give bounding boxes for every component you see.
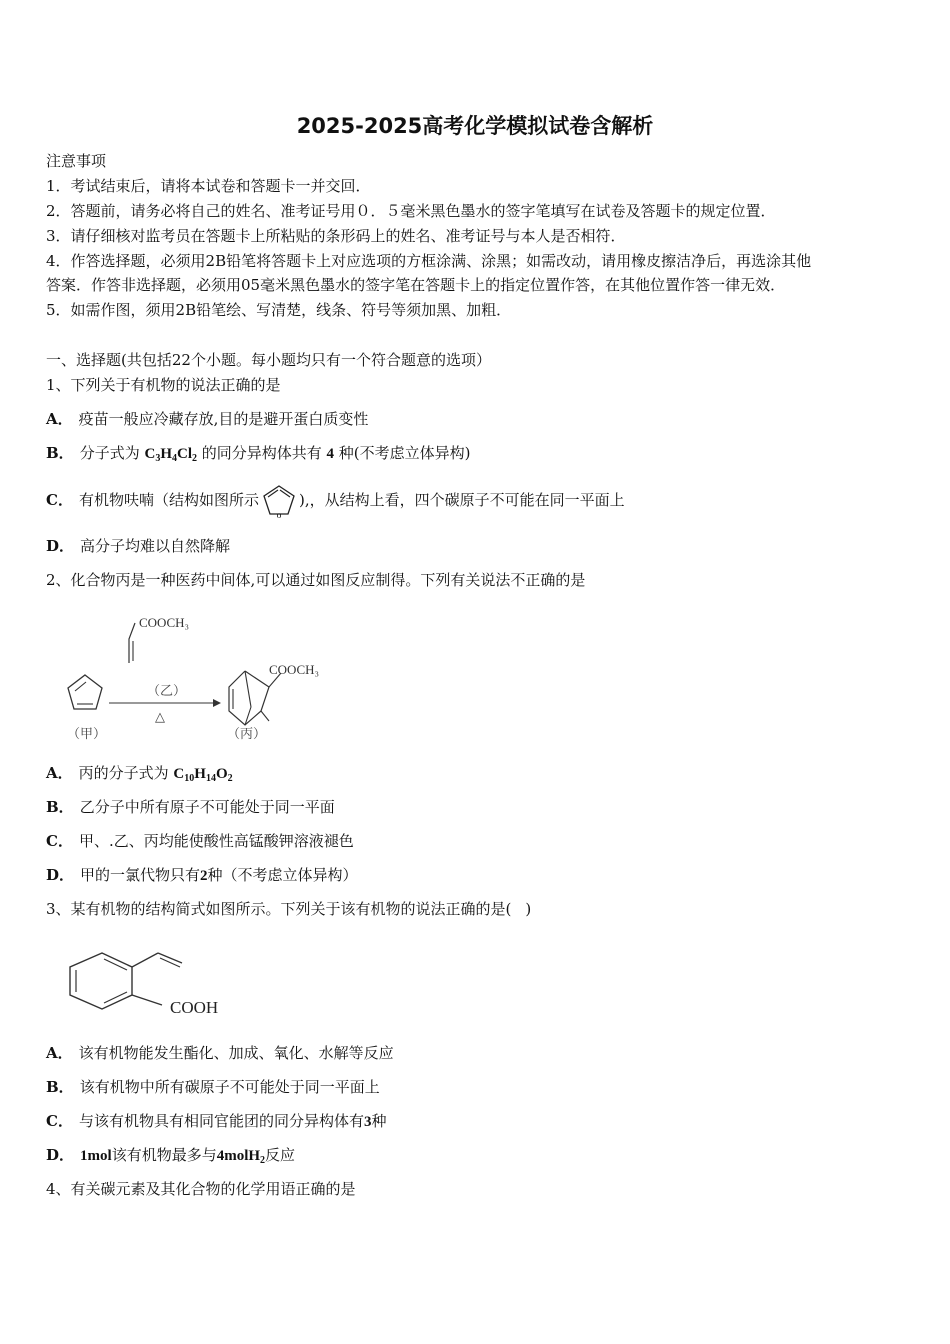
option-key: C． <box>46 832 73 850</box>
arrow-head <box>213 699 221 707</box>
q2-option-c <box>46 831 354 851</box>
option-key: D． <box>46 537 75 555</box>
stem-text: ) <box>525 900 532 918</box>
q2-stem: 2、化合物丙是一种医药中间体,可以通过如图反应制得。下列有关说法不正确的是 <box>46 571 586 589</box>
option-text: 丙的分子式为 <box>78 764 174 782</box>
q3-option-c <box>46 1111 386 1132</box>
option-text: 乙分子中所有原子不可能处于同一平面 <box>79 798 335 816</box>
option-text: ),，从结构上看，四个碳原子不可能在同一平面上 <box>298 491 625 509</box>
count-value: 2 <box>200 868 208 884</box>
option-text: 与该有机物具有相同官能团的同分异构体有 <box>78 1112 364 1130</box>
condition-label: △ <box>155 709 165 724</box>
option-text: 甲、.乙、丙均能使酸性高锰酸钾溶液褪色 <box>78 832 354 850</box>
option-key: D． <box>46 866 75 884</box>
product-structure <box>229 662 319 725</box>
count-value: 3 <box>363 1114 372 1130</box>
q4-stem: 4、有关碳元素及其化合物的化学用语正确的是 <box>46 1180 356 1198</box>
notice-heading: 注意事项 <box>46 152 107 170</box>
option-key: A． <box>46 764 73 782</box>
option-text: 该有机物中所有碳原子不可能处于同一平面上 <box>79 1078 380 1096</box>
option-text: 该有机物能发生酯化、加成、氧化、水解等反应 <box>78 1044 394 1062</box>
reactant-label: （甲） <box>67 726 107 741</box>
cooh-label: COOH <box>170 998 219 1017</box>
furan-structure-icon <box>259 482 299 520</box>
amount-value: 1mol <box>80 1148 112 1164</box>
notice-item-4: 4．作答选择题，必须用2B铅笔将答题卡上对应选项的方框涂满、涂黑；如需改动，请用橡皮擦洁净后，再选涂其他 <box>46 252 812 270</box>
option-key: D． <box>46 1146 75 1164</box>
reactant-structure <box>68 675 102 709</box>
notice-item-2: 2．答题前，请务必将自己的姓名、准考证号用０．５毫米黑色墨水的签字笔填写在试卷及答题卡的规定位置． <box>46 202 776 220</box>
notice-item-4-cont: 答案．作答非选择题，必须用05毫米黑色墨水的签字笔在答题卡上的指定位置作答，在其他位置作答一律无效． <box>46 276 786 294</box>
stem-text: 3、某有机物的结构简式如图所示。下列关于该有机物的说法正确的是( <box>46 900 512 918</box>
option-key: C． <box>46 1112 73 1130</box>
q2-option-b <box>46 797 335 817</box>
option-text: 分子式为 <box>79 444 145 462</box>
page-title: 2025-2025高考化学模拟试卷含解析 <box>296 114 654 138</box>
notice-item-1: 1．考试结束后，请将本试卷和答题卡一并交回． <box>46 177 371 195</box>
q3-option-d <box>46 1145 295 1171</box>
reaction-scheme <box>55 605 345 745</box>
reagent-label: （乙） <box>147 683 187 698</box>
oxygen-label: o <box>276 510 282 520</box>
formula-c3h4cl2: $C_3H_4Cl_2$ <box>144 446 197 464</box>
option-text: 的同分异构体共有 <box>196 444 327 462</box>
option-key: B． <box>46 1078 74 1096</box>
q1-option-d <box>46 536 230 556</box>
q2-option-d <box>46 865 358 886</box>
option-key: C． <box>46 491 73 509</box>
q1-option-b <box>46 443 471 469</box>
q3-option-b <box>46 1077 380 1097</box>
product-label: （丙） <box>227 726 267 741</box>
option-text: 甲的一氯代物只有 <box>80 866 201 884</box>
option-text: 高分子均难以自然降解 <box>80 537 231 555</box>
option-key: B． <box>46 444 74 462</box>
q1-stem: 1、下列关于有机物的说法正确的是 <box>46 376 281 394</box>
reagent-structure <box>129 615 189 663</box>
q3-stem <box>46 899 531 919</box>
option-key: B． <box>46 798 74 816</box>
option-text: 该有机物最多与 <box>111 1146 217 1164</box>
option-text: 种(不考虑立体异构) <box>334 444 471 462</box>
vinylbenzoic-acid-structure <box>60 945 260 1025</box>
option-text: 疫苗一般应冷藏存放,目的是避开蛋白质变性 <box>78 410 369 428</box>
notice-item-3: 3．请仔细核对监考员在答题卡上所粘贴的条形码上的姓名、准考证号与本人是否相符． <box>46 227 626 245</box>
notice-item-5: 5．如需作图，须用2B铅笔绘、写清楚，线条、符号等须加黑、加粗． <box>46 301 512 319</box>
option-key: A． <box>46 410 73 428</box>
option-text: 种（不考虑立体异构） <box>207 866 358 884</box>
cooch3-label: COOCH₃ <box>269 662 320 677</box>
formula-c10h14o2: $C_{10}H_{14}O_2$ <box>173 766 233 784</box>
option-key: A． <box>46 1044 73 1062</box>
q1-option-a <box>46 409 368 429</box>
amount-h2: 4molH$_2$ <box>216 1148 266 1166</box>
option-text: 有机物呋喃（结构如图所示 <box>78 491 259 509</box>
count-value: 4 <box>326 446 335 462</box>
q2-option-a <box>46 763 233 789</box>
q3-option-a <box>46 1043 394 1063</box>
option-text: 反应 <box>265 1146 296 1164</box>
section-heading: 一、选择题(共包括22个小题。每小题均只有一个符合题意的选项） <box>46 351 491 369</box>
option-text: 种 <box>371 1112 387 1130</box>
q1-option-c <box>46 481 625 520</box>
cooch3-label: COOCH₃ <box>139 615 190 630</box>
